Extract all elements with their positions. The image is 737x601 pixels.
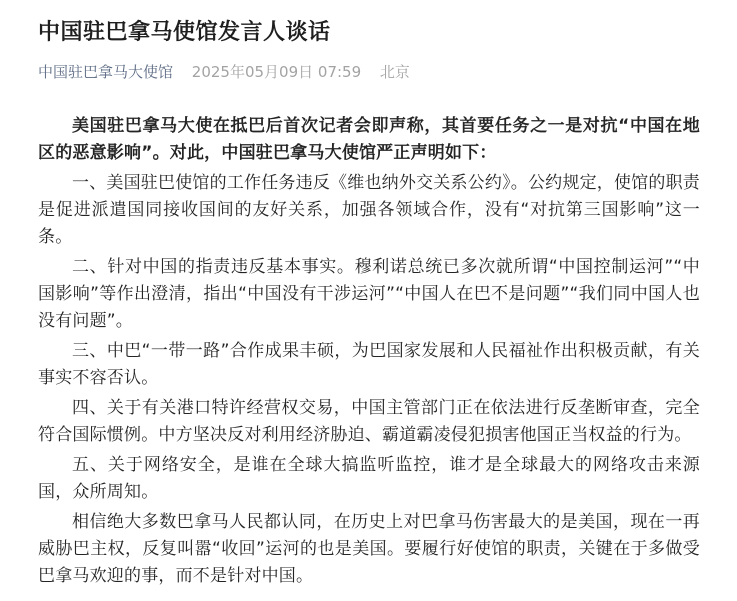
point-4-paragraph: 四、关于有关港口特许经营权交易，中国主管部门正在依法进行反垄断审查，完全符合国际惯例。中方坚决反对利用经济胁迫、霸道霸凌侵犯损害他国正当权益的行为。 bbox=[38, 398, 700, 445]
publish-datetime: 2025年05月09日 07:59 bbox=[191, 63, 362, 81]
point-5-paragraph: 五、关于网络安全，是谁在全球大搞监听监控，谁才是全球最大的网络攻击来源国，众所周知。 bbox=[38, 455, 700, 502]
point-3-paragraph: 三、中巴“一带一路”合作成果丰硕，为巴国家发展和人民福祉作出积极贡献，有关事实不容否认。 bbox=[38, 341, 700, 388]
publish-location: 北京 bbox=[379, 63, 410, 81]
point-2-paragraph: 二、针对中国的指责违反基本事实。穆利诺总统已多次就所谓“中国控制运河”“中国影响”等作出澄清，指出“中国没有干涉运河”“中国人在巴不是问题”“我们同中国人也没有问题”。 bbox=[38, 257, 700, 331]
point-1-paragraph: 一、美国驻巴使馆的工作任务违反《维也纳外交关系公约》。公约规定，使馆的职责是促进派遣国同接收国间的友好关系，加强各领域合作，没有“对抗第三国影响”这一条。 bbox=[38, 173, 700, 247]
article-meta bbox=[38, 62, 700, 83]
intro-paragraph: 美国驻巴拿马大使在抵巴后首次记者会即声称，其首要任务之一是对抗“中国在地区的恶意影响”。对此，中国驻巴拿马大使馆严正声明如下： bbox=[38, 116, 700, 163]
closing-paragraph: 相信绝大多数巴拿马人民都认同，在历史上对巴拿马伤害最大的是美国，现在一再威胁巴主权，反复叫嚣“收回”运河的也是美国。要履行好使馆的职责，关键在于多做受巴拿马欢迎的事，而不是针对中国。 bbox=[38, 512, 700, 586]
page-title: 中国驻巴拿马使馆发言人谈话 bbox=[38, 20, 331, 45]
source-name: 中国驻巴拿马大使馆 bbox=[38, 63, 174, 81]
article-body bbox=[38, 113, 700, 590]
